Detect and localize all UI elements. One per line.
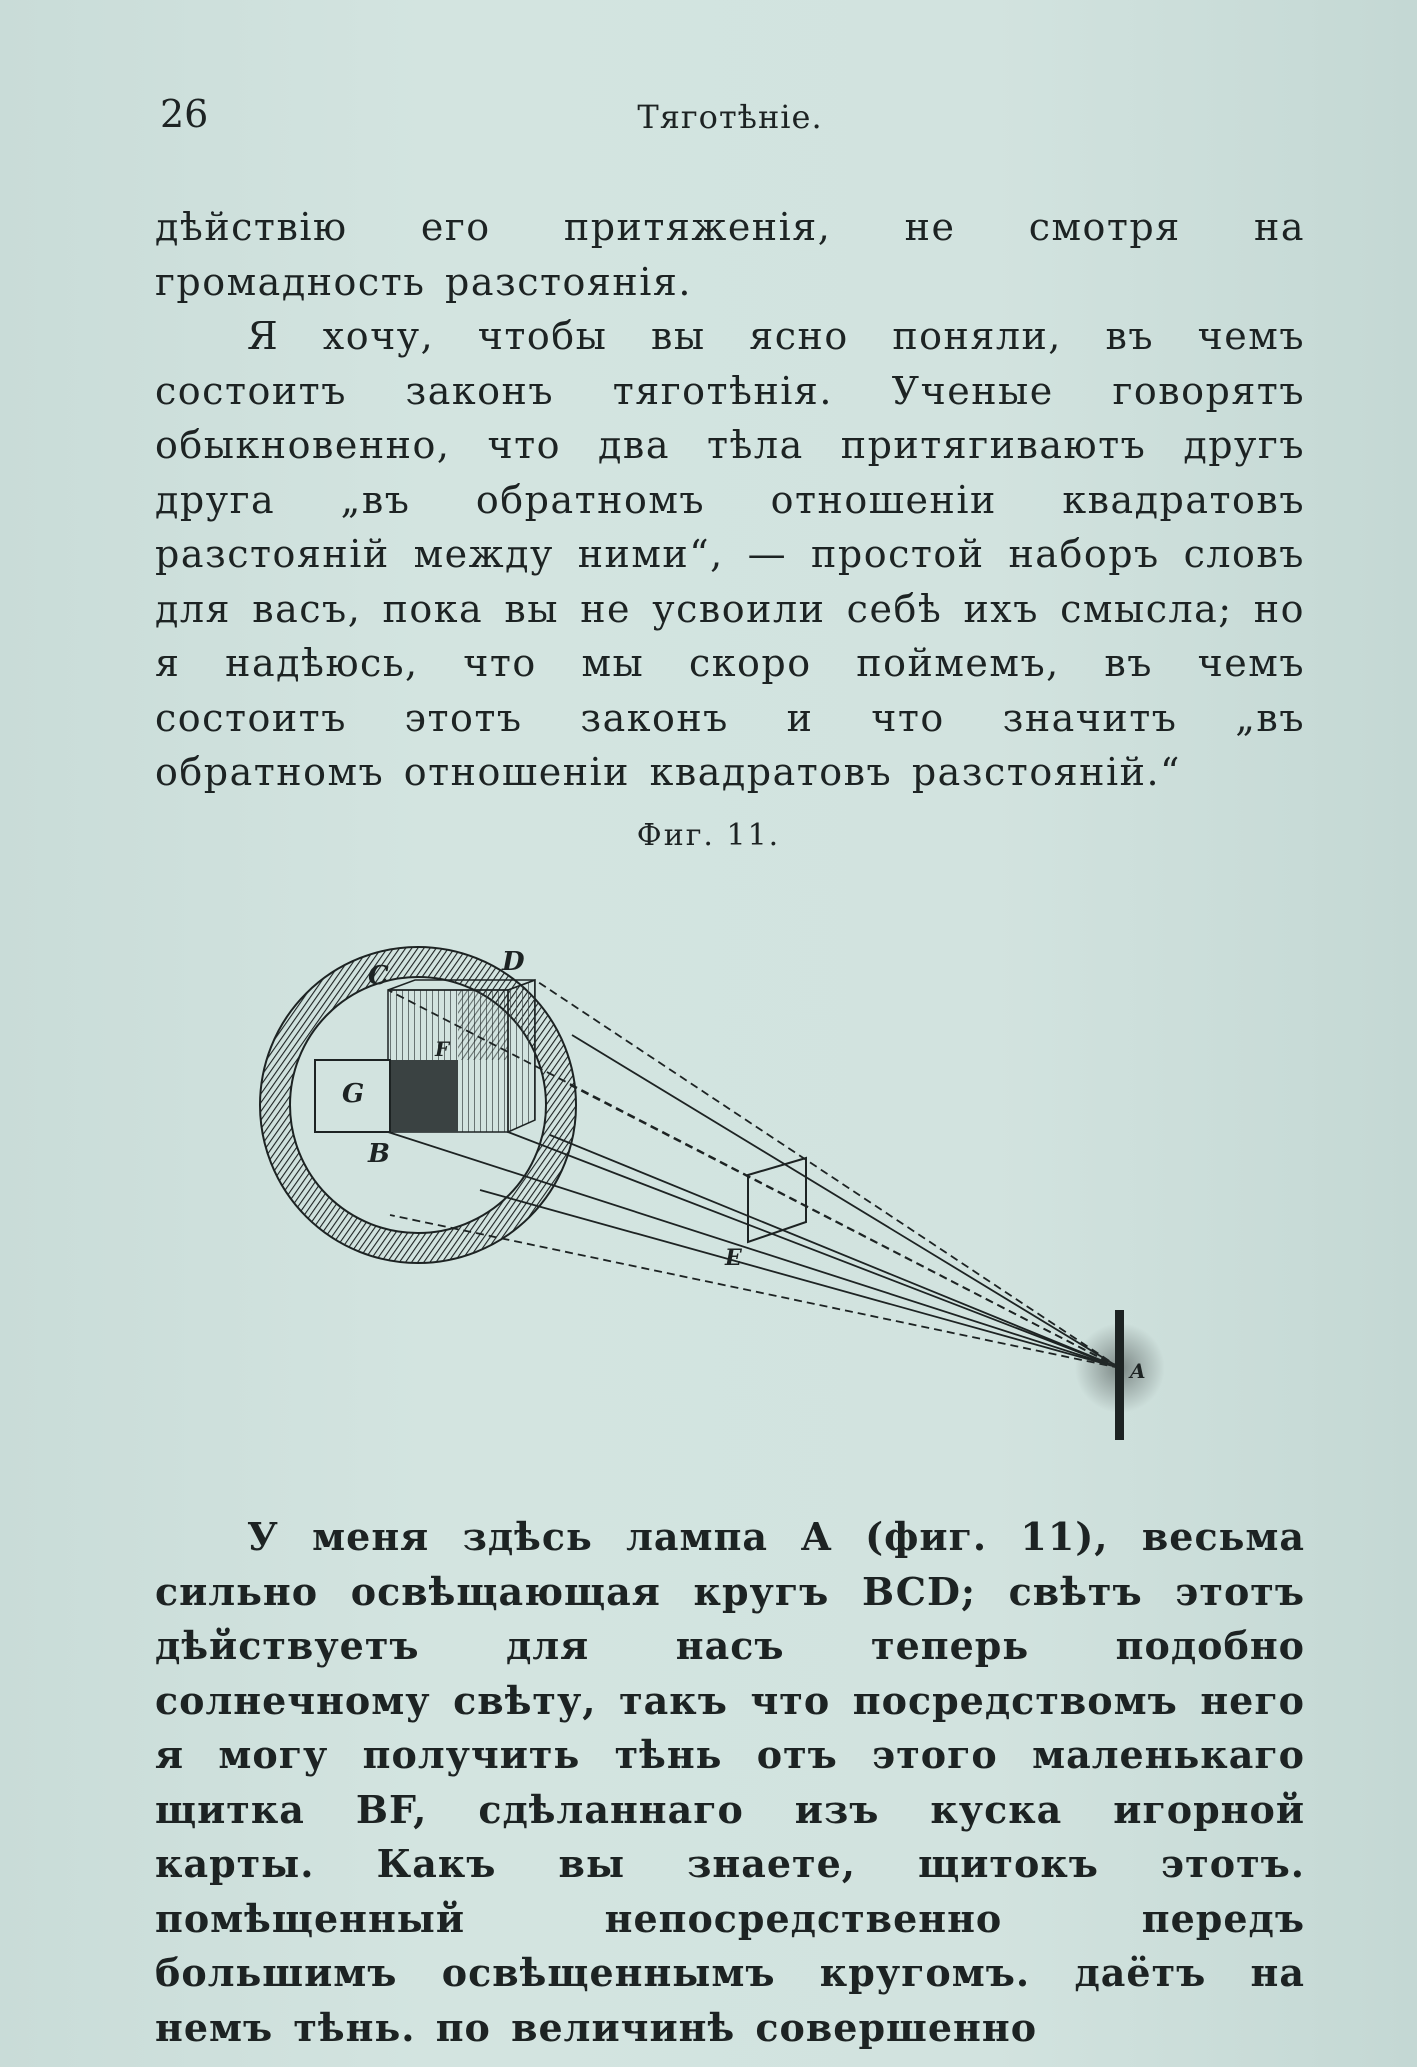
lamp-a [1115,1310,1124,1440]
running-title: Тяготѣніе. [637,98,823,136]
lower-text [155,1510,1305,2055]
small-card-bf [748,1158,806,1242]
shadow-square-side [508,980,535,1132]
label-g: G [342,1079,365,1109]
label-a: A [1130,1359,1146,1383]
page-header [160,92,1300,142]
figure-caption: Фиг. 11. [636,818,781,853]
paragraph-lamp-experiment: У меня здѣсь лампа A (фиг. 11), весьма сильно освѣщающая кругъ BCD; свѣтъ этотъ дѣйствуетъ для насъ теперь подобно солнечному свѣту, такъ что посредствомъ него я могу получить тѣнь отъ этого маленькаго щитка BF, сдѣланнаго изъ куска игорной карты. Какъ вы знаете, щитокъ этотъ. помѣщенный непосредственно передъ большимъ освѣщеннымъ кругомъ. даётъ на немъ тѣнь. по величинѣ совершенно [155,1514,1305,2050]
label-b: B [368,1139,390,1169]
label-f: F [435,1037,450,1061]
label-d: D [502,947,525,977]
label-c: C [368,961,389,991]
shadow-square-top [458,990,508,1060]
page-number: 26 [160,92,209,136]
paragraph-gravitation-law: Я хочу, чтобы вы ясно поняли, въ чемъ состоитъ законъ тяготѣнія. Ученые говорятъ обыкновенно, что два тѣла притягиваютъ другъ друга „въ обратномъ отношеніи квадратовъ разстояній между ними“, — простой наборъ словъ для васъ, пока вы не усвоили себѣ ихъ смысла; но я надѣюсь, что мы скоро поймемъ, въ чемъ состоитъ этотъ законъ и что значитъ „въ обратномъ отношеніи квадратовъ разстояній.“ [155,314,1305,794]
paragraph-continuation: дѣйствію его притяженія, не смотря на громадность разстоянія. [155,205,1305,304]
figure-11-illustration [240,870,1220,1450]
label-e: E [725,1245,742,1271]
shadow-square-dark [388,1060,458,1132]
upper-text [155,200,1305,800]
